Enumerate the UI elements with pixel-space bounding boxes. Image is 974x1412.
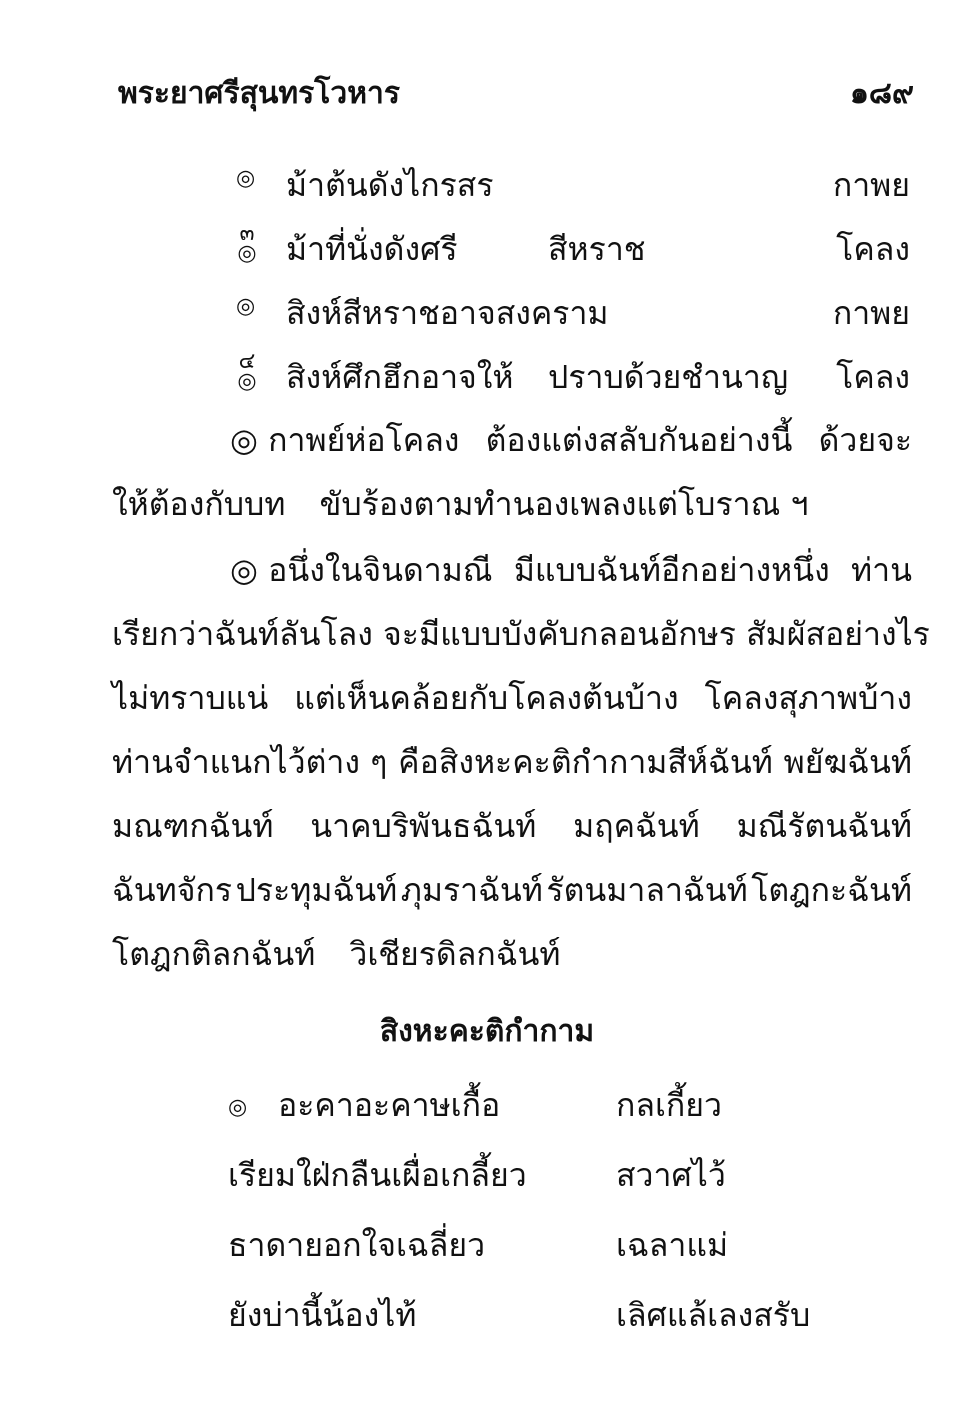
list-item-number-text: ๓ [239,221,255,246]
text-segment: ◎ อนึ่งในจินดามณี [230,551,493,589]
poem-line [228,1080,828,1150]
text-line [112,858,912,922]
text-segment: ภุมราฉันท์ [400,871,543,909]
text-segment: เรียกว่า [112,615,215,653]
poem-line [228,1220,828,1290]
text-segment: มีแบบฉันท์อีกอย่างหนึ่ง [513,551,830,589]
poem-line-right: กลเกี้ยว [616,1086,723,1124]
list-item-sub: สีหราช [548,230,646,268]
paragraph-2 [112,538,930,986]
poem-line-left: เรียมใฝ่กลืนเผื่อเกลี้ยว [228,1156,527,1194]
text-segment: โคลงสุภาพบ้าง [704,679,912,717]
list-item [230,349,910,402]
poem-text: อะคาอะคาษเกื้อ [278,1086,501,1124]
bullet-marker-icon: ◎ [236,294,256,319]
text-segment: วิเชียรดิลกฉันท์ [349,935,561,973]
text-line [112,666,912,730]
bullet-marker-icon: ◎ [237,369,257,394]
text-segment: ประทุมฉันท์ [235,871,398,909]
list-item-form: กาพย [832,294,910,332]
poem-line-right: เลิศแล้เลงสรับ [616,1296,811,1334]
text-segment: ท่านจำแนกไว้ต่าง ๆ [112,743,388,781]
bullet-marker-icon: ◎ [228,1095,248,1120]
text-segment: โตฎกะฉันท์ [751,871,912,909]
text-segment: ฉันทจักร [112,871,233,909]
poem-stanza [228,1080,828,1360]
text-segment: ฉันท์ลันโลง จะมีแบบบังคับกลอนอักษร สัมผัสอย่างไร [214,615,930,653]
running-title: พระยาศรีสุนทรโวหาร [118,76,400,111]
paragraph-1 [112,408,912,536]
list-item-name: ม้าต้นดังไกรสร [286,166,494,204]
poem-line-left: ยังบ่านี้น้องไท้ [228,1296,417,1334]
list-item-form: โคลง [836,230,910,268]
text-segment: ต้องแต่งสลับกันอย่างนี้ [485,421,793,459]
poem-line-right: เฉลาแม่ [616,1226,729,1264]
list-item-number-text: ๔ [238,349,256,374]
text-line [112,922,912,986]
text-segment: ขับร้องตามทำนองเพลงแต่โบราณ ฯ [319,485,809,523]
list-item-number [234,221,260,266]
text-line [112,794,912,858]
text-segment: ◎ กาพย์ห่อโคลง [230,421,460,459]
text-segment: พยัฆฉันท์ [783,743,912,781]
text-segment: คือสิงหะคะติกำกามสีห์ฉันท์ [398,743,773,781]
text-line [112,730,912,794]
text-line [112,602,930,666]
poem-line [228,1150,828,1220]
list-item-name: สิงห์สีหราชอาจสงคราม [286,294,609,332]
poem-line-left [228,1080,500,1131]
text-segment: ด้วยจะ [818,421,912,459]
list-item-form: กาพย [832,166,910,204]
list-item-sub: ปราบด้วยชำนาญ [548,358,789,396]
list-item [230,221,910,274]
text-line [112,472,912,536]
text-segment: ท่าน [851,551,912,589]
text-segment: มฤคฉันท์ [573,807,700,845]
text-segment: แต่เห็นคล้อยกับโคลงต้นบ้าง [294,679,679,717]
bullet-marker-icon: ◎ [237,241,257,266]
text-segment: นาคบริพันธฉันท์ [310,807,537,845]
list-item-number [234,349,260,394]
text-segment: รัตนมาลาฉันท์ [546,871,748,909]
text-segment: ไม่ทราบแน่ [112,679,269,717]
list-item-name: สิงห์ศึกฮึกอาจให้ [286,358,514,396]
page-header [118,70,914,130]
list-item [230,288,910,338]
text-line [112,538,912,602]
bullet-marker-icon: ◎ [236,166,256,191]
section-heading: สิงหะคะติกำกาม [379,1014,595,1049]
list-item [230,160,910,210]
text-segment: มณฑกฉันท์ [112,807,274,845]
text-segment: ให้ต้องกับบท [112,485,286,523]
text-line [112,408,912,472]
page-number: ๑๘๙ [849,76,914,111]
text-segment: มณีรัตนฉันท์ [736,807,912,845]
list-item-name: ม้าที่นั่งดังศรี [286,230,458,268]
poem-line-left: ธาดายอกใจเฉลี่ยว [228,1226,486,1264]
list-item-form: โคลง [836,358,910,396]
poem-line [228,1290,828,1360]
poem-line-right: สวาศไว้ [616,1156,726,1194]
text-segment: โตฎกติลกฉันท์ [112,935,316,973]
